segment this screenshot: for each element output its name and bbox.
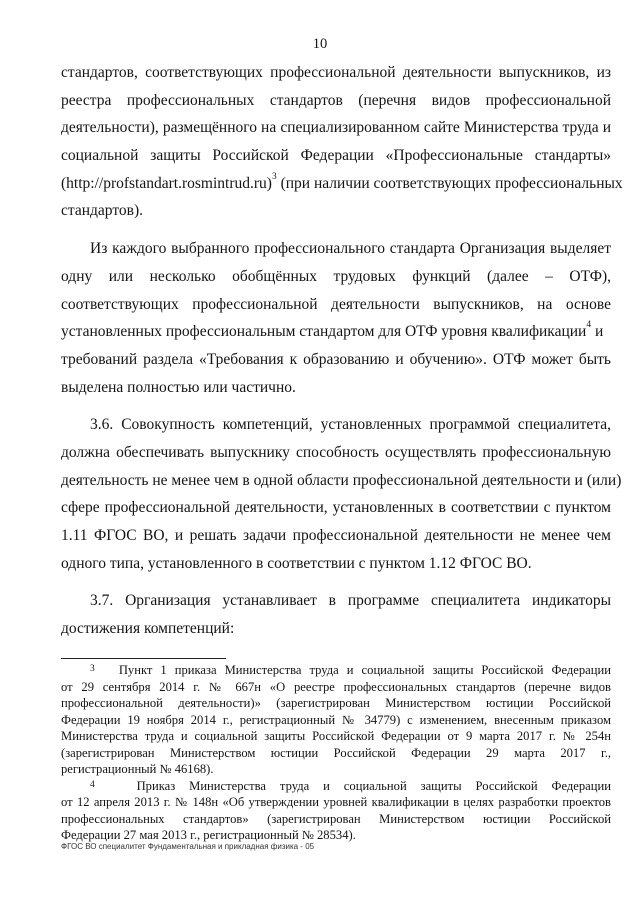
- footnote-line: Федерации 27 мая 2013 г., регистрационный № 28534).: [61, 828, 356, 842]
- text-line: [61, 170, 623, 198]
- text-line: 3.7. Организация устанавливает в программе специалитета индикаторы: [90, 592, 611, 610]
- text-line: сфере профессиональной деятельности, установленных в соответствии с пунктом: [61, 499, 611, 517]
- text-span: установленных профессиональным стандартом для ОТФ уровня квалификации: [61, 323, 587, 341]
- footnote-line: регистрационный № 46168).: [61, 762, 214, 776]
- text-span: (при наличии соответствующих профессиональных: [276, 174, 623, 192]
- text-line: социальной защиты Российской Федерации «Профессиональные стандарты»: [61, 147, 611, 165]
- text-span: Пункт 1 приказа Министерства труда и социальной защиты Российской Федерации: [118, 663, 611, 677]
- footnote-line: Федерации 19 ноября 2014 г., регистрационный № 34779) с изменением, внесенным приказом: [61, 712, 611, 727]
- text-line: должна обеспечивать выпускнику способность осуществлять профессиональную: [61, 443, 611, 461]
- text-line: одну или несколько обобщённых трудовых функций (далее – ОТФ),: [61, 267, 611, 285]
- footnote-separator: [61, 658, 226, 659]
- footnotes: [61, 662, 611, 844]
- text-line: выделена полностью или частично.: [61, 378, 296, 396]
- text-line: 1.11 ФГОС ВО, и решать задачи профессиональной деятельности не менее чем: [61, 527, 611, 544]
- footnote-number: 3: [90, 664, 95, 674]
- text-line: требований раздела «Требования к образованию и обучению». ОТФ может быть: [61, 350, 611, 368]
- text-line: деятельность не менее чем в одной области профессиональной деятельности и (или): [61, 471, 622, 489]
- paragraph-4: [61, 587, 611, 642]
- text-line: стандартов).: [61, 202, 144, 220]
- text-line: достижения компетенций:: [61, 620, 235, 638]
- document-footer: ФГОС ВО специалитет Фундаментальная и прикладная физика - 05: [61, 842, 315, 851]
- footnote-ref-3: 3: [271, 171, 277, 182]
- text-line: стандартов, соответствующих профессиональной деятельности выпускников, из: [61, 64, 611, 81]
- text-line: деятельности), размещённого на специализированном сайте Министерства труда и: [61, 119, 611, 137]
- footnote-line: профессиональных стандартов» (зарегистрирован Министерством юстиции Российской: [61, 811, 611, 826]
- paragraph-3: [61, 411, 622, 577]
- footnote-line: профессиональной деятельности)» (зарегистрирован Министерством юстиции Российской: [61, 696, 611, 710]
- text-line: [61, 318, 611, 346]
- text-line: реестра профессиональных стандартов (перечня видов профессиональной: [61, 91, 611, 109]
- footnote-number: 4: [90, 779, 95, 790]
- paragraph-2: [61, 235, 611, 401]
- text-span: Приказ Министерства труда и социальной защиты Российской Федерации: [136, 778, 611, 793]
- text-line: Из каждого выбранного профессионального стандарта Организация выделяет: [90, 240, 611, 258]
- text-line: соответствующих профессиональной деятельности выпускников, на основе: [61, 295, 611, 313]
- text-span: и: [591, 323, 604, 341]
- text-line: 3.6. Совокупность компетенций, установленных программой специалитета,: [90, 416, 611, 434]
- footnote-line: [61, 662, 611, 679]
- footnote-line: от 29 сентября 2014 г. № 667н «О реестре профессиональных стандартов (перечне видов: [61, 679, 611, 694]
- footnote-line: [61, 778, 611, 795]
- footnote-line: Министерства труда и социальной защиты Российской Федерации от 9 марта 2017 г. № 254н: [61, 729, 611, 743]
- footnote-3: [61, 662, 611, 778]
- footnote-ref-4: 4: [586, 320, 592, 331]
- page-number: 10: [312, 36, 328, 52]
- url-text: (http://profstandart.rosmintrud.ru): [61, 174, 272, 192]
- text-line: одного типа, установленного в соответствии с пунктом 1.12 ФГОС ВО.: [61, 554, 532, 572]
- footnote-line: от 12 апреля 2013 г. № 148н «Об утверждении уровней квалификации в целях разработки проектов: [61, 795, 611, 809]
- footnote-line: (зарегистрирован Министерством юстиции Российской Федерации 29 марта 2017 г.,: [61, 745, 611, 760]
- paragraph-1: [61, 59, 623, 225]
- footnote-4: [61, 778, 611, 844]
- main-text: [61, 59, 623, 643]
